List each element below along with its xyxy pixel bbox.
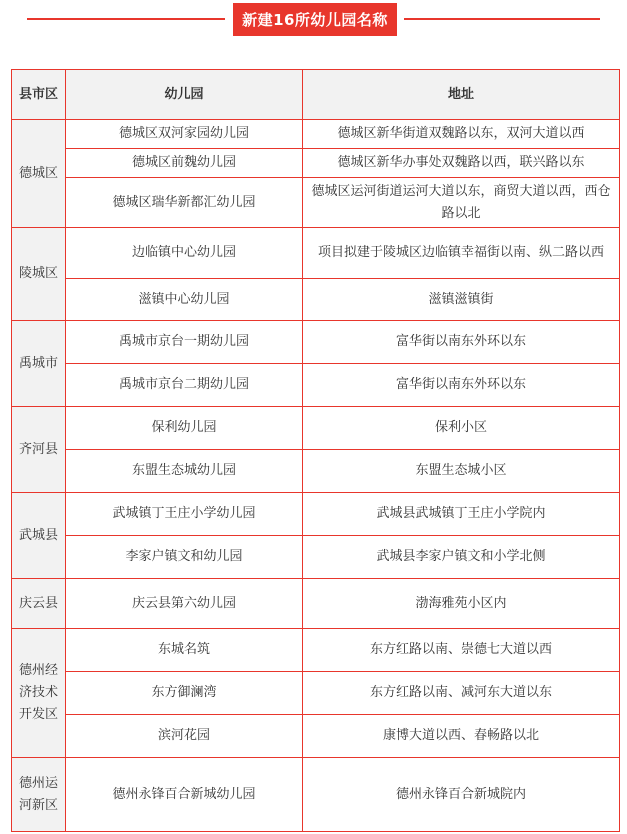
county-cell: 德州运河新区 — [12, 758, 66, 832]
kindergarten-name: 禹城市京台一期幼儿园 — [66, 321, 303, 364]
kindergarten-name: 武城镇丁王庄小学幼儿园 — [66, 493, 303, 536]
kindergarten-address: 滋镇滋镇街 — [303, 279, 620, 321]
table-row — [12, 758, 620, 832]
header-divider-left — [27, 18, 225, 20]
kindergarten-address: 东盟生态城小区 — [303, 450, 620, 493]
kindergarten-name: 滋镇中心幼儿园 — [66, 279, 303, 321]
kindergarten-address: 武城县武城镇丁王庄小学院内 — [303, 493, 620, 536]
column-header-kindergarten: 幼儿园 — [66, 70, 303, 120]
county-cell: 禹城市 — [12, 321, 66, 407]
kindergarten-address: 东方红路以南、崇德七大道以西 — [303, 629, 620, 672]
kindergarten-table — [11, 69, 620, 832]
county-cell: 齐河县 — [12, 407, 66, 493]
kindergarten-name: 东城名筑 — [66, 629, 303, 672]
kindergarten-name: 庆云县第六幼儿园 — [66, 579, 303, 629]
table-row — [12, 450, 620, 493]
kindergarten-address: 渤海雅苑小区内 — [303, 579, 620, 629]
table-row — [12, 493, 620, 536]
kindergarten-address: 东方红路以南、减河东大道以东 — [303, 672, 620, 715]
kindergarten-address: 武城县李家户镇文和小学北侧 — [303, 536, 620, 579]
kindergarten-address: 保利小区 — [303, 407, 620, 450]
table-row — [12, 579, 620, 629]
kindergarten-address: 项目拟建于陵城区边临镇幸福街以南、纵二路以西 — [303, 228, 620, 279]
kindergarten-address: 德城区运河街道运河大道以东，商贸大道以西，西仓路以北 — [303, 178, 620, 228]
kindergarten-name: 禹城市京台二期幼儿园 — [66, 364, 303, 407]
table-header-row — [12, 70, 620, 120]
table-row — [12, 279, 620, 321]
kindergarten-name: 李家户镇文和幼儿园 — [66, 536, 303, 579]
county-cell: 武城县 — [12, 493, 66, 579]
kindergarten-address: 德州永锋百合新城院内 — [303, 758, 620, 832]
kindergarten-name: 德城区双河家园幼儿园 — [66, 120, 303, 149]
kindergarten-address: 富华街以南东外环以东 — [303, 321, 620, 364]
kindergarten-name: 边临镇中心幼儿园 — [66, 228, 303, 279]
table-row — [12, 178, 620, 228]
kindergarten-name: 德城区前魏幼儿园 — [66, 149, 303, 178]
kindergarten-address: 富华街以南东外环以东 — [303, 364, 620, 407]
county-cell: 陵城区 — [12, 228, 66, 321]
table-row — [12, 407, 620, 450]
column-header-address: 地址 — [303, 70, 620, 120]
table-row — [12, 228, 620, 279]
county-cell: 德州经济技术开发区 — [12, 629, 66, 758]
table-row — [12, 629, 620, 672]
table-row — [12, 536, 620, 579]
kindergarten-name: 东盟生态城幼儿园 — [66, 450, 303, 493]
table-row — [12, 149, 620, 178]
kindergarten-name: 德州永锋百合新城幼儿园 — [66, 758, 303, 832]
table-row — [12, 120, 620, 149]
kindergarten-name: 保利幼儿园 — [66, 407, 303, 450]
county-cell: 德城区 — [12, 120, 66, 228]
header-divider-right — [404, 18, 600, 20]
kindergarten-name: 德城区瑞华新都汇幼儿园 — [66, 178, 303, 228]
kindergarten-name: 滨河花园 — [66, 715, 303, 758]
section-header — [0, 0, 627, 40]
table-row — [12, 364, 620, 407]
county-cell: 庆云县 — [12, 579, 66, 629]
kindergarten-address: 德城区新华办事处双魏路以西，联兴路以东 — [303, 149, 620, 178]
kindergarten-name: 东方御澜湾 — [66, 672, 303, 715]
kindergarten-address: 德城区新华街道双魏路以东，双河大道以西 — [303, 120, 620, 149]
kindergarten-address: 康博大道以西、春畅路以北 — [303, 715, 620, 758]
table-row — [12, 715, 620, 758]
table-row — [12, 672, 620, 715]
column-header-county: 县市区 — [12, 70, 66, 120]
section-title: 新建16所幼儿园名称 — [233, 3, 397, 36]
table-row — [12, 321, 620, 364]
